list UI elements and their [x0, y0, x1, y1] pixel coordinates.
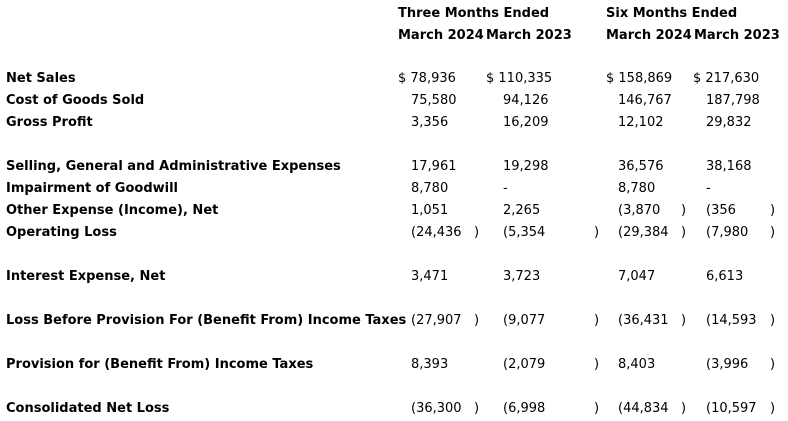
- cell-h-2024-paren: ): [681, 225, 687, 240]
- cell-h-2023: (7,980: [706, 225, 749, 240]
- cell-q-2023: 19,298: [503, 159, 549, 174]
- header-three-months: Three Months Ended: [398, 6, 550, 21]
- cell-q-2024-paren: ): [474, 313, 480, 328]
- cell-h-2023: $ 217,630: [693, 71, 760, 86]
- cell-h-2024: $ 158,869: [606, 71, 673, 86]
- cell-h-2024: 146,767: [618, 93, 672, 108]
- row-label: Other Expense (Income), Net: [6, 203, 219, 218]
- header-six-months-2023: March 2023: [694, 28, 780, 43]
- cell-h-2023: (10,597: [706, 401, 757, 416]
- cell-q-2023: 16,209: [503, 115, 549, 130]
- cell-q-2023-paren: ): [594, 313, 600, 328]
- cell-h-2023-paren: ): [770, 313, 776, 328]
- cell-q-2023-paren: ): [594, 225, 600, 240]
- cell-q-2024: (24,436: [411, 225, 462, 240]
- header-three-months-2024: March 2024: [398, 28, 484, 43]
- header-six-months-2024: March 2024: [606, 28, 692, 43]
- cell-h-2023-paren: ): [770, 401, 776, 416]
- cell-q-2024-paren: ): [474, 401, 480, 416]
- cell-h-2023: 38,168: [706, 159, 752, 174]
- cell-q-2024: (36,300: [411, 401, 462, 416]
- cell-q-2023: 3,723: [503, 269, 541, 284]
- cell-q-2024: 75,580: [411, 93, 457, 108]
- row-label: Operating Loss: [6, 225, 117, 240]
- cell-q-2023: 94,126: [503, 93, 549, 108]
- cell-q-2024: (27,907: [411, 313, 462, 328]
- cell-q-2023: $ 110,335: [486, 71, 553, 86]
- cell-h-2023: -: [706, 181, 711, 196]
- cell-h-2024: (36,431: [618, 313, 669, 328]
- cell-h-2023: (3,996: [706, 357, 749, 372]
- cell-q-2024: 1,051: [411, 203, 449, 218]
- row-label: Cost of Goods Sold: [6, 93, 145, 108]
- cell-h-2024: (29,384: [618, 225, 669, 240]
- cell-q-2023: -: [503, 181, 508, 196]
- cell-q-2023: (6,998: [503, 401, 546, 416]
- cell-q-2024-paren: ): [474, 225, 480, 240]
- row-label: Consolidated Net Loss: [6, 401, 170, 416]
- cell-q-2024: 3,471: [411, 269, 449, 284]
- cell-h-2023: (14,593: [706, 313, 757, 328]
- cell-q-2024: 3,356: [411, 115, 449, 130]
- cell-q-2024: 8,393: [411, 357, 449, 372]
- header-three-months-2023: March 2023: [486, 28, 572, 43]
- cell-q-2023: 2,265: [503, 203, 541, 218]
- cell-h-2023-paren: ): [770, 357, 776, 372]
- cell-h-2024: 12,102: [618, 115, 664, 130]
- cell-q-2024: $ 78,936: [398, 71, 456, 86]
- cell-h-2023-paren: ): [770, 225, 776, 240]
- cell-h-2023: 29,832: [706, 115, 752, 130]
- row-label: Impairment of Goodwill: [6, 181, 179, 196]
- cell-h-2024: 36,576: [618, 159, 664, 174]
- cell-h-2024: 7,047: [618, 269, 656, 284]
- row-label: Loss Before Provision For (Benefit From) Income Taxes: [6, 313, 407, 328]
- cell-q-2023: (5,354: [503, 225, 546, 240]
- row-label: Selling, General and Administrative Expenses: [6, 159, 341, 174]
- cell-h-2024: (3,870: [618, 203, 661, 218]
- cell-h-2024: 8,403: [618, 357, 656, 372]
- cell-h-2023: 187,798: [706, 93, 760, 108]
- cell-h-2024-paren: ): [681, 203, 687, 218]
- cell-q-2024: 17,961: [411, 159, 457, 174]
- row-label: Net Sales: [6, 71, 76, 86]
- cell-h-2024-paren: ): [681, 313, 687, 328]
- cell-q-2023-paren: ): [594, 401, 600, 416]
- row-label: Gross Profit: [6, 115, 93, 130]
- cell-q-2023: (2,079: [503, 357, 546, 372]
- cell-q-2023: (9,077: [503, 313, 546, 328]
- cell-h-2024: 8,780: [618, 181, 656, 196]
- cell-h-2024-paren: ): [681, 401, 687, 416]
- cell-h-2023: 6,613: [706, 269, 744, 284]
- cell-h-2023-paren: ): [770, 203, 776, 218]
- cell-h-2023: (356: [706, 203, 736, 218]
- row-label: Interest Expense, Net: [6, 269, 166, 284]
- row-label: Provision for (Benefit From) Income Taxes: [6, 357, 314, 372]
- cell-q-2023-paren: ): [594, 357, 600, 372]
- header-six-months: Six Months Ended: [606, 6, 738, 21]
- cell-h-2024: (44,834: [618, 401, 669, 416]
- cell-q-2024: 8,780: [411, 181, 449, 196]
